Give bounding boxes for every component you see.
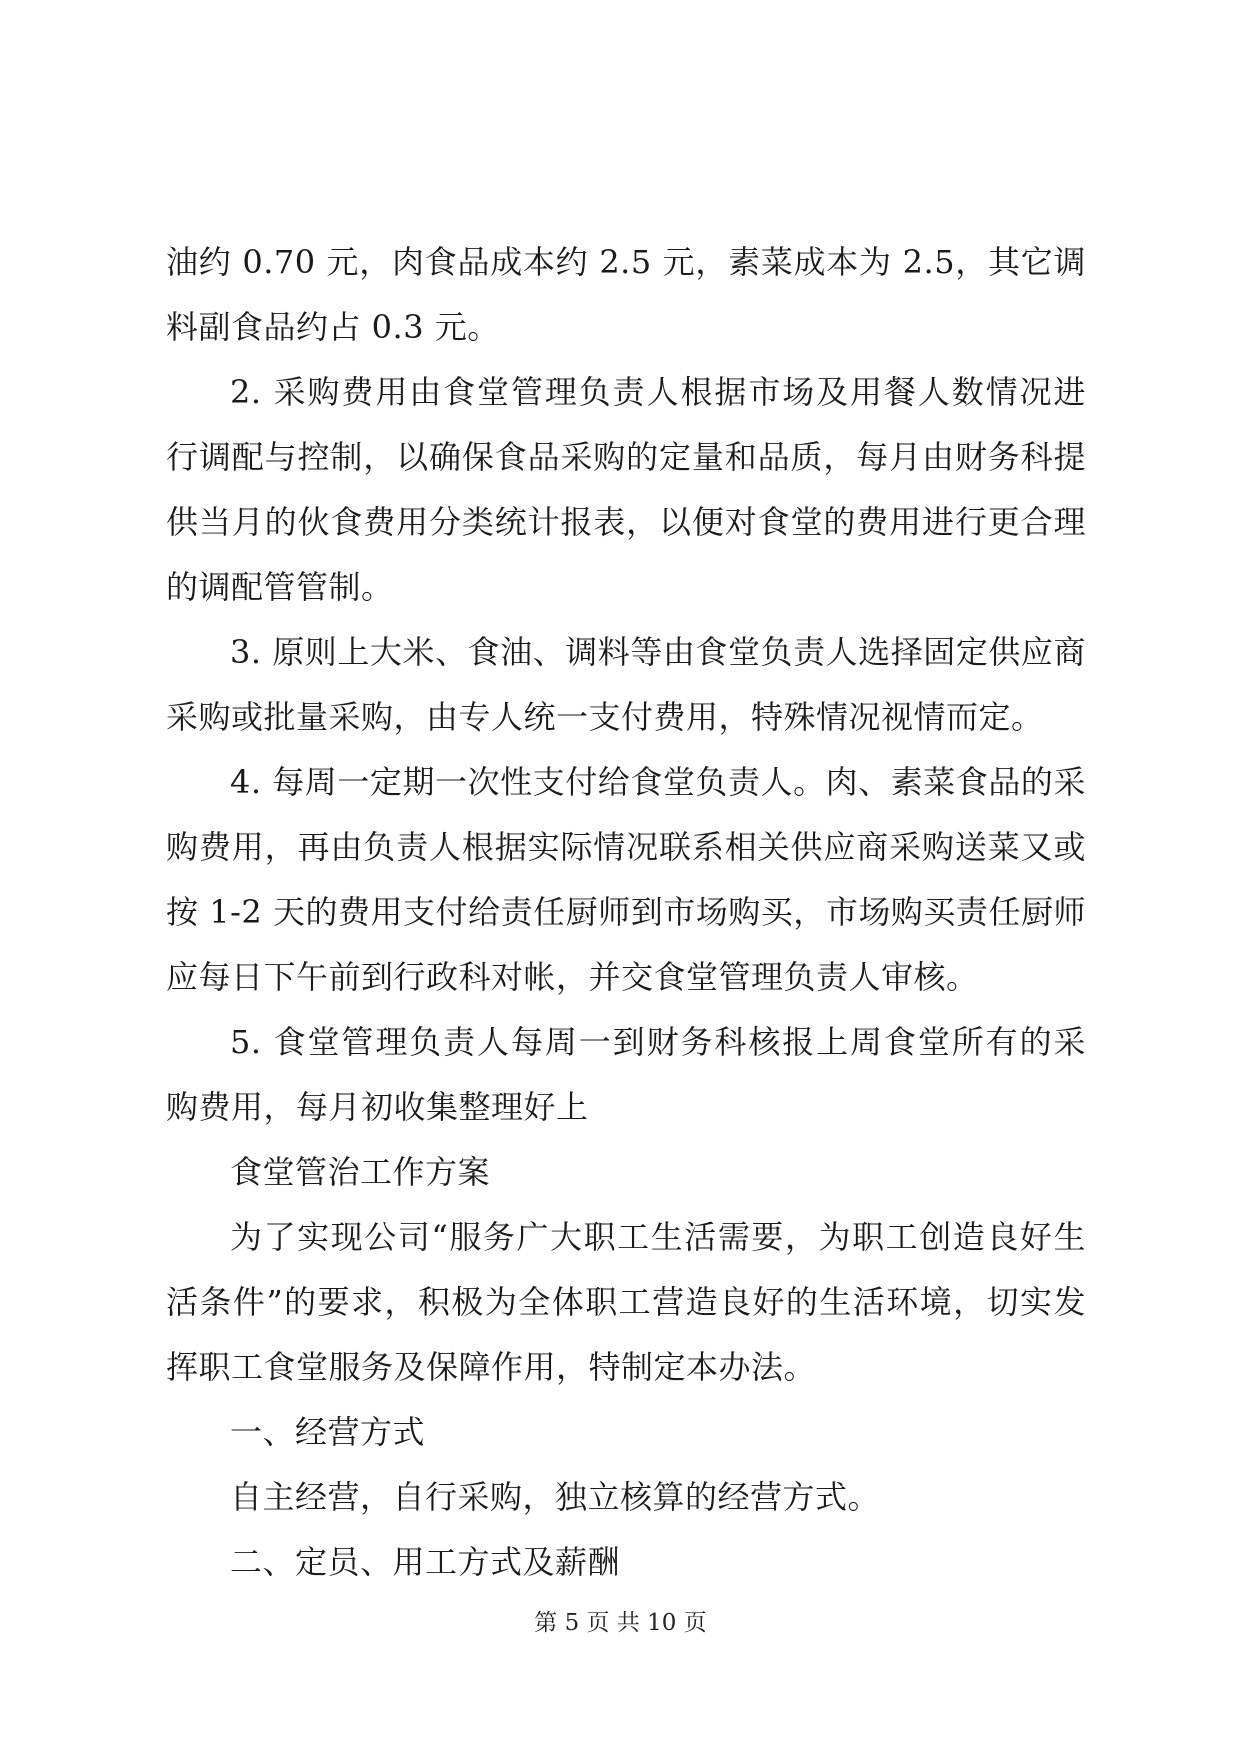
paragraph-start-line: 为了实现公司“服务广大职工生活需要，为职工创造良好生 bbox=[230, 1218, 1086, 1256]
text-line: 购费用，每月初收集整理好上 bbox=[166, 1088, 589, 1126]
text-line: 油约 0.70 元，肉食品成本约 2.5 元，素菜成本为 2.5，其它调 bbox=[166, 243, 1086, 281]
text-line: 购费用，再由负责人根据实际情况联系相关供应商采购送菜又或 bbox=[166, 828, 1086, 866]
document-body bbox=[166, 230, 1086, 1595]
text-line: 应每日下午前到行政科对帐，并交食堂管理负责人审核。 bbox=[166, 958, 979, 996]
text-line: 自主经营，自行采购，独立核算的经营方式。 bbox=[230, 1478, 881, 1516]
section-heading: 二、定员、用工方式及薪酬 bbox=[230, 1543, 621, 1581]
text-line: 的调配管管制。 bbox=[166, 568, 394, 606]
section-heading: 一、经营方式 bbox=[230, 1413, 426, 1451]
paragraph-start-line: 3. 原则上大米、食油、调料等由食堂负责人选择固定供应商 bbox=[230, 633, 1086, 671]
text-line: 行调配与控制，以确保食品采购的定量和品质，每月由财务科提 bbox=[166, 438, 1086, 476]
text-line: 活条件”的要求，积极为全体职工营造良好的生活环境，切实发 bbox=[166, 1283, 1086, 1321]
paragraph-start-line: 2. 采购费用由食堂管理负责人根据市场及用餐人数情况进 bbox=[230, 373, 1086, 411]
section-title: 食堂管治工作方案 bbox=[230, 1153, 491, 1191]
page-number-footer: 第 5 页 共 10 页 bbox=[534, 1610, 707, 1636]
text-line: 挥职工食堂服务及保障作用，特制定本办法。 bbox=[166, 1348, 817, 1386]
text-line: 按 1-2 天的费用支付给责任厨师到市场购买，市场购买责任厨师 bbox=[166, 893, 1086, 931]
text-line: 料副食品约占 0.3 元。 bbox=[166, 308, 500, 346]
text-line: 采购或批量采购，由专人统一支付费用，特殊情况视情而定。 bbox=[166, 698, 1044, 736]
text-line: 供当月的伙食费用分类统计报表，以便对食堂的费用进行更合理 bbox=[166, 503, 1086, 541]
paragraph-start-line: 4. 每周一定期一次性支付给食堂负责人。肉、素菜食品的采 bbox=[230, 763, 1086, 801]
paragraph-start-line: 5. 食堂管理负责人每周一到财务科核报上周食堂所有的采 bbox=[230, 1023, 1086, 1061]
